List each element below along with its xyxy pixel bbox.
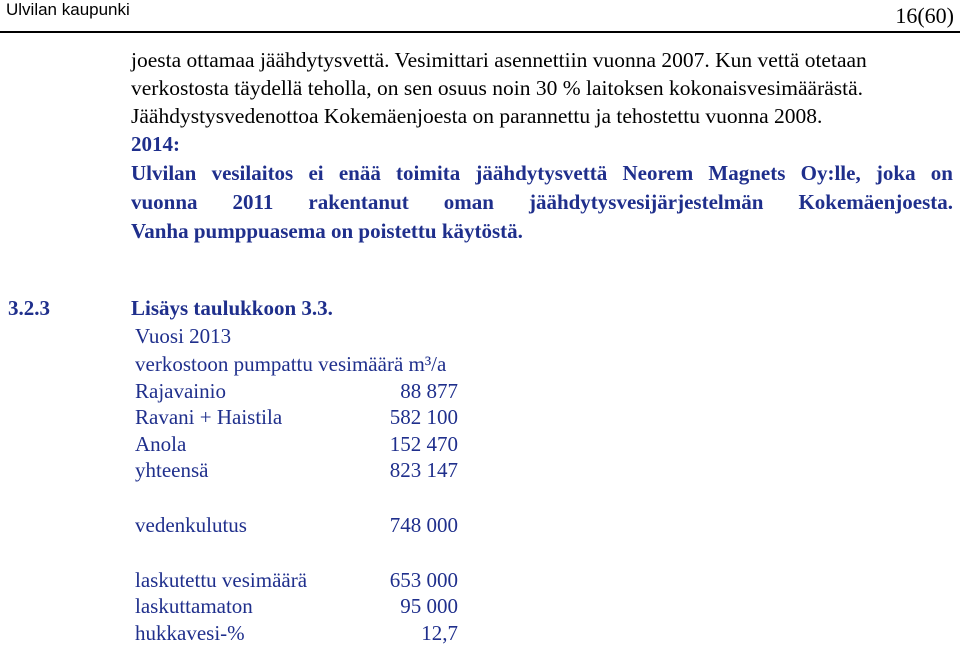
paragraph-line-2: verkostosta täydellä teholla, on sen osuus noin 30 % laitoksen kokonaisvesimäärästä.: [131, 76, 864, 100]
municipality-name: Ulvilan kaupunki: [6, 0, 130, 19]
paragraph-line-3: Jäähdystysvedenottoa Kokemäenjoesta on parannettu ja tehostettu vuonna 2008.: [131, 104, 823, 128]
row-label: Rajavainio: [135, 379, 226, 403]
page-number: 16(60): [895, 3, 954, 28]
row-label: Anola: [135, 432, 187, 456]
update-note: [131, 130, 953, 246]
row-value: 95 000: [400, 594, 458, 618]
row-label: laskutettu vesimäärä: [135, 568, 308, 592]
row-value: 152 470: [389, 432, 458, 456]
row-value: 823 147: [389, 458, 458, 482]
row-label: yhteensä: [135, 458, 209, 482]
row-value: 12,7: [421, 621, 458, 645]
table-year: Vuosi 2013: [135, 324, 232, 348]
body-paragraph: [131, 46, 953, 130]
update-line-3: Vanha pumppuasema on poistettu käytöstä.: [131, 219, 523, 243]
row-value: 88 877: [400, 379, 458, 403]
row-label: laskuttamaton: [135, 594, 253, 618]
table-caption: verkostoon pumpattu vesimäärä m³/a: [135, 352, 447, 376]
row-label: vedenkulutus: [135, 513, 247, 537]
row-label: Ravani + Haistila: [135, 405, 283, 429]
row-value: 582 100: [389, 405, 458, 429]
row-value: 748 000: [389, 513, 458, 537]
update-year: 2014:: [131, 132, 180, 156]
section-number: 3.2.3: [8, 296, 50, 320]
row-label: hukkavesi-%: [135, 621, 245, 645]
update-line-1: Ulvilan vesilaitos ei enää toimita jäähdytysvettä Neorem Magnets Oy:lle, joka on: [131, 161, 953, 185]
page-header: [0, 0, 960, 34]
section-title: Lisäys taulukkoon 3.3.: [131, 296, 333, 320]
header-divider: [0, 31, 960, 33]
paragraph-line-1: joesta ottamaa jäähdytysvettä. Vesimittari asennettiin vuonna 2007. Kun vettä otetaan: [131, 48, 867, 72]
update-line-2: vuonna 2011 rakentanut oman jäähdytysvesijärjestelmän Kokemäenjoesta.: [131, 190, 953, 214]
row-value: 653 000: [389, 568, 458, 592]
